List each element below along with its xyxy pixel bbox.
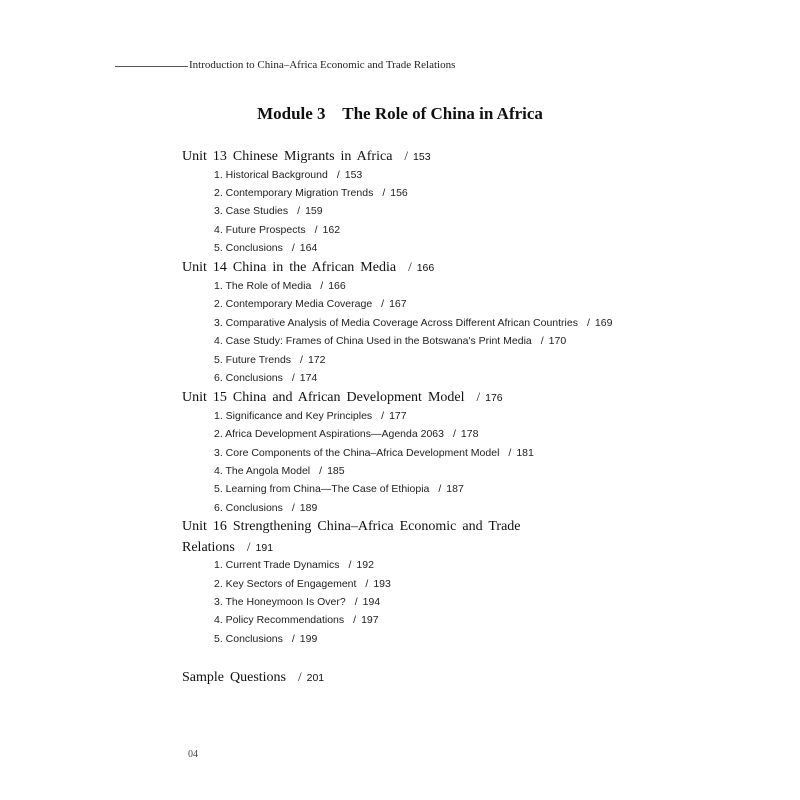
unit-13-heading[interactable]: [182, 146, 642, 166]
toc-entry[interactable]: 2. Contemporary Media Coverage / 167: [214, 298, 407, 311]
unit-title: Unit 14 China in the African Media: [182, 260, 397, 276]
sample-questions-heading[interactable]: [182, 667, 642, 687]
toc-entry[interactable]: 3. Comparative Analysis of Media Coverage Across Different African Countries / 169: [214, 316, 613, 329]
unit-title-continued: Relations: [182, 539, 235, 555]
toc-entry[interactable]: 1. Significance and Key Principles / 177: [214, 409, 407, 422]
toc-entry[interactable]: 3. Core Components of the China–Africa Development Model / 181: [214, 446, 534, 459]
unit-page-ref: / 201: [298, 669, 325, 685]
module-title: Module 3 The Role of China in Africa: [257, 104, 543, 123]
toc-entry[interactable]: 5. Learning from China—The Case of Ethiopia / 187: [214, 483, 464, 496]
unit-16-heading-continued[interactable]: [182, 537, 642, 557]
toc-entry[interactable]: 4. Policy Recommendations / 197: [214, 614, 379, 627]
toc-entry[interactable]: 5. Conclusions / 199: [214, 632, 318, 645]
toc-entry[interactable]: 6. Conclusions / 174: [214, 371, 318, 384]
table-of-contents: [182, 146, 642, 687]
sample-questions-title: Sample Questions: [182, 670, 286, 686]
unit-page-ref: / 153: [404, 148, 431, 163]
toc-entry[interactable]: 6. Conclusions / 189: [214, 501, 318, 514]
toc-entry[interactable]: 5. Future Trends / 172: [214, 353, 326, 366]
toc-entry[interactable]: 3. The Honeymoon Is Over? / 194: [214, 595, 381, 608]
unit-title: Unit 16 Strengthening China–Africa Economic and Trade: [182, 519, 521, 535]
unit-title: Unit 15 China and African Development Model: [182, 390, 465, 406]
toc-entry[interactable]: 4. The Angola Model / 185: [214, 464, 345, 477]
unit-16-heading[interactable]: [182, 517, 642, 537]
running-head: Introduction to China–Africa Economic and Trade Relations: [189, 59, 456, 71]
unit-page-ref: / 166: [408, 259, 435, 275]
toc-entry[interactable]: 5. Conclusions / 164: [214, 242, 318, 255]
page-number: 04: [188, 749, 198, 760]
unit-page-ref: / 191: [246, 538, 274, 554]
toc-entry[interactable]: 1. The Role of Media / 166: [214, 279, 346, 292]
unit-14-heading[interactable]: [182, 257, 642, 277]
toc-entry[interactable]: 1. Current Trade Dynamics / 192: [214, 559, 374, 572]
toc-entry[interactable]: 2. Key Sectors of Engagement / 193: [214, 577, 391, 590]
toc-entry[interactable]: 4. Case Study: Frames of China Used in the Botswana's Print Media / 170: [214, 335, 567, 348]
toc-entry[interactable]: 3. Case Studies / 159: [214, 205, 323, 218]
unit-title: Unit 13 Chinese Migrants in Africa: [182, 149, 393, 164]
unit-page-ref: / 176: [476, 389, 503, 405]
toc-entry[interactable]: 4. Future Prospects / 162: [214, 223, 341, 236]
toc-entry[interactable]: 2. Africa Development Aspirations—Agenda 2063 / 178: [214, 428, 479, 441]
unit-15-heading[interactable]: [182, 387, 642, 407]
toc-entry[interactable]: 1. Historical Background / 153: [214, 168, 363, 181]
header-rule: [115, 66, 188, 67]
toc-entry[interactable]: 2. Contemporary Migration Trends / 156: [214, 186, 408, 199]
